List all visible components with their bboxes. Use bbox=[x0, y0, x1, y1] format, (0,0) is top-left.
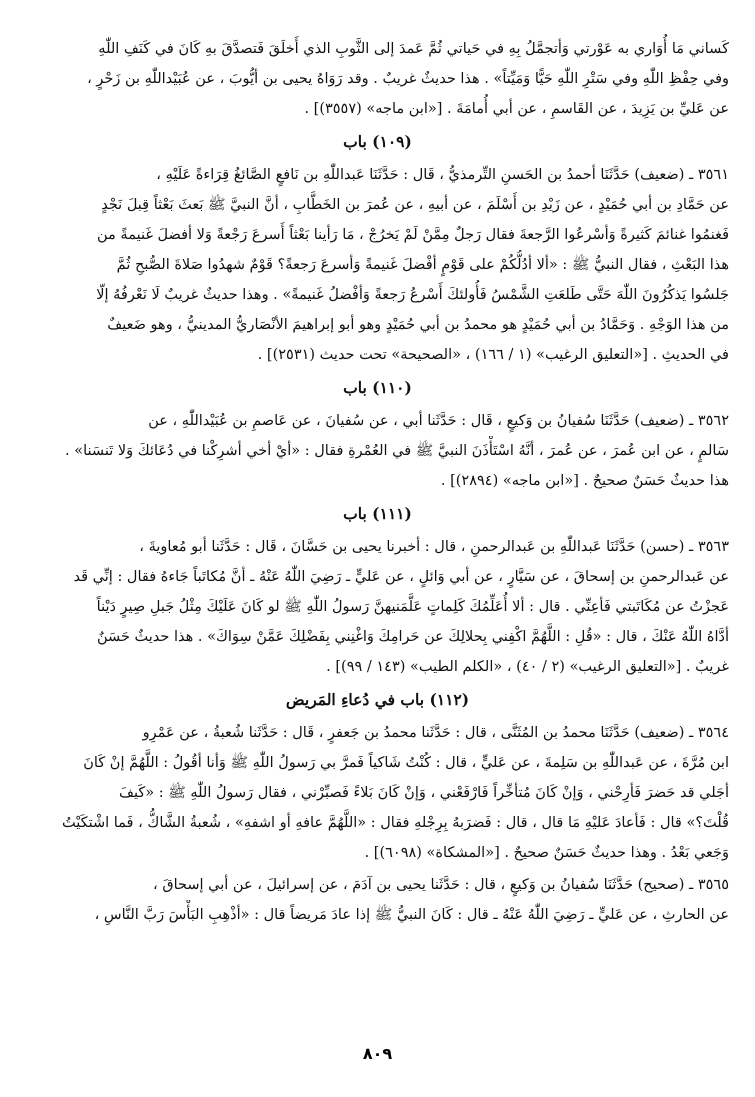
text-line: هذا البَعْثِ ، فقال النبيُّ ﷺ : «ألا أدُلُّكُمْ على قَوْمٍ أفْضلَ غَنيمةً وَأسرعَ رَجعةً؟ قَوْمٌ شهدُوا صَلاةَ الصُّبحِ ثُمَّ bbox=[116, 257, 729, 273]
chapter-heading-112: (١١٢) باب في دُعاءِ المَريض bbox=[285, 690, 470, 709]
text-line: عن عَليِّ بن يَزِيدَ ، عن القَاسمِ ، عن أبي أُمامَةَ . [«ابن ماجه» (٣٥٥٧)] . bbox=[304, 101, 729, 117]
paragraph-continuation bbox=[26, 34, 729, 124]
hadith-3564 bbox=[26, 718, 729, 868]
text-line: ٣٥٦٤ ـ (ضعيف) حَدَّثَنَا محمدُ بن المُثَنَّى ، قال : حَدَّثَنا محمدُ بن جَعفرٍ ، قَال : حَدَّثَنا شُعبةُ ، عن عَمْرِو bbox=[142, 725, 729, 741]
hadith-3563 bbox=[26, 532, 729, 682]
text-line: جَلسُوا يَذكُرُونَ اللّٰهَ حَتَّى طَلعَتِ الشَّمْسُ فَأُولئكَ أَسْرعُ رَجعةً وَأفْضلُ غَنيمةً» . وهذا حديثٌ غريبٌ لَا نَعْرفُهُ إلّا bbox=[96, 287, 729, 303]
text-line: من هذا الوَجْهِ . وَحَمَّادُ بن أبي حُمَيْدٍ هو محمدُ بن أبي حُمَيْدٍ وهو أبو إبراهيمَ الأنْصَاريُّ المدينيُّ ، وهو ضَعيفٌ bbox=[107, 317, 729, 333]
text-line: ٣٥٦٣ ـ (حسن) حَدَّثَنَا عَبداللّٰهِ بن عَبدالرحمنِ ، قال : أخبرنا يحيى بن حَسَّانَ ، قَال : حَدَّثَنا أبو مُعاويةَ ، bbox=[139, 539, 729, 555]
text-line: ابن مُرَّةَ ، عن عَبداللّٰهِ بن سَلِمةَ ، عن عَليٍّ ، قال : كُنْتُ شَاكياً فَمرَّ بي رَسولُ اللّٰهِ ﷺ وَأنا أقُولُ : اللَّهُمَّ إنْ كَانَ bbox=[83, 755, 729, 771]
hadith-3565 bbox=[26, 870, 729, 930]
text-line: عن الحارثِ ، عن عَليٍّ ـ رَضِيَ اللّٰهُ عَنْهُ ـ قال : كَانَ النبيُّ ﷺ إذا عادَ مَريضاً قال : «أذْهِبِ البَأْسَ رَبَّ النَّاسِ ، bbox=[94, 907, 729, 923]
text-line: في الحديثِ . [«التعليق الرغيب» (١ / ١٦٦) ، «الصحيحة» تحت حديث (٢٥٣١)] . bbox=[257, 347, 729, 363]
text-line: أدَّاهُ اللّٰهُ عَنْكَ ، قال : «قُلِ : اللَّهُمَّ اكْفِني بِحلالِكَ عن حَرامِكَ وَاغْنِني بِفَضْلِكَ عَمَّنْ سِوَاكَ» . هذا حديثٌ حَسَنٌ bbox=[96, 629, 729, 645]
text-line: ٣٥٦٢ ـ (ضعيف) حَدَّثَنَا سُفيانُ بن وَكيعٍ ، قَال : حَدَّثَنا أبي ، عن سُفيانَ ، عن عَاصمِ بن عُبَيْداللّٰهِ ، عن bbox=[148, 413, 729, 429]
text-line: أجَلي قد حَضرَ فَأرِحْني ، وَإنْ كَانَ مُتأخِّراً فَارْفَعْني ، وَإنْ كَانَ بَلاءً فَصبِّرْني ، فقال رَسولُ اللّٰهِ ﷺ : «كَيفَ bbox=[118, 785, 729, 801]
page-number: ٨٠٩ bbox=[362, 1044, 393, 1063]
text-line: غريبٌ . [«التعليق الرغيب» (٢ / ٤٠) ، «الكلم الطيب» (١٤٣ / ٩٩)] . bbox=[326, 659, 729, 675]
chapter-heading-111: (١١١) باب bbox=[343, 504, 412, 523]
text-line: فَغنمُوا غنائمَ كَثيرةً وَأسْرعُوا الرَّجعةَ فقال رَجلٌ مِمَّنْ لَمْ يَخرُجْ ، مَا رَأينا بَعْثاً أَسرعَ رَجْعةً وَلا أفضلَ غَنيمةً من bbox=[97, 227, 729, 243]
text-line: قُلْتَ؟» قال : فَأعادَ عَليْهِ مَا قال ، قال : فَضرَبهُ بِرِجْلهِ فقال : «اللَّهُمَّ عافهِ أو اشفهِ» ، شُعبةُ الشَّاكُّ ، فَما اشْتكَيْتُ bbox=[61, 815, 729, 831]
hadith-3562 bbox=[26, 406, 729, 496]
text-line: هذا حديثٌ حَسَنٌ صحيحٌ . [«ابن ماجه» (٢٨٩٤)] . bbox=[440, 473, 729, 489]
chapter-heading-109: (١٠٩) باب bbox=[343, 132, 412, 151]
text-line: كَساني مَا أُوَاري به عَوْرتي وَأتجمَّلُ بِهِ في حَياتي ثُمَّ عَمدَ إلى الثَّوبِ الذي أَخلَقَ فَتصدَّقَ بهِ كَانَ في كَنَفِ اللّٰهِ bbox=[98, 41, 729, 57]
text-line: عن حَمَّادِ بن أبي حُمَيْدٍ ، عن زَيْدِ بن أَسْلَمَ ، عن أبيهِ ، عن عُمرَ بن الخَطَّابِ ، أنَّ النبيَّ ﷺ بَعثَ بَعْثاً قِبلَ نَجْدٍ bbox=[101, 197, 729, 213]
text-line: عن عَبدالرحمنِ بن إسحاقَ ، عن سَيَّارٍ ، عن أبي وَائلٍ ، عن عَليٍّ ـ رَضِيَ اللّٰهُ عَنْهُ ـ أنَّ مُكاتَباً جَاءهُ فقال : إنِّي قَد bbox=[73, 569, 729, 585]
text-line: عَجزْتُ عن مُكَاتَبتي فَأعِنِّي . قال : ألا أُعَلِّمُكَ كَلِماتٍ عَلَّمَنيهنَّ رَسولُ اللّٰهِ ﷺ لو كَانَ عَلَيْكَ مِثْلُ جَبلِ صِيرٍ دَيْناً bbox=[96, 599, 729, 615]
hadith-3561 bbox=[26, 160, 729, 370]
text-line: ٣٥٦٥ ـ (صحيح) حَدَّثَنَا سُفيانُ بن وَكيعٍ ، قال : حَدَّثَنا يحيى بن آدَمَ ، عن إسرائيلَ ، عن أبي إسحاقَ ، bbox=[153, 877, 729, 893]
text-line: ٣٥٦١ ـ (ضعيف) حَدَّثَنَا أحمدُ بن الحَسنِ التِّرمذيُّ ، قَال : حَدَّثَنَا عَبداللّٰهِ بن نَافعٍ الصَّائغُ قِرَاءةً عَلَيْهِ ، bbox=[156, 167, 729, 183]
chapter-heading-110: (١١٠) باب bbox=[343, 378, 412, 397]
text-line: وفي حِفْظِ اللّٰهِ وفي سَتْرِ اللّٰهِ حَيًّا وَمَيِّتاً» . هذا حديثٌ غريبٌ . وقد رَوَاهُ يحيى بن أيُّوبَ ، عن عُبَيْداللّٰهِ بن زَحْرٍ ، bbox=[87, 71, 729, 87]
text-line: سَالمٍ ، عن ابن عُمرَ ، عن عُمرَ ، أنَّهُ اسْتَأْذَنَ النبيَّ ﷺ في العُمْرةِ فقال : «أيْ أخي أشرِكْنا في دُعَائكَ وَلا تَنسَنا» . bbox=[65, 443, 729, 459]
text-line: وَجَعي بَعْدُ . وهذا حديثٌ حَسَنٌ صحيحٌ . [«المشكاة» (٦٠٩٨)] . bbox=[364, 845, 729, 861]
